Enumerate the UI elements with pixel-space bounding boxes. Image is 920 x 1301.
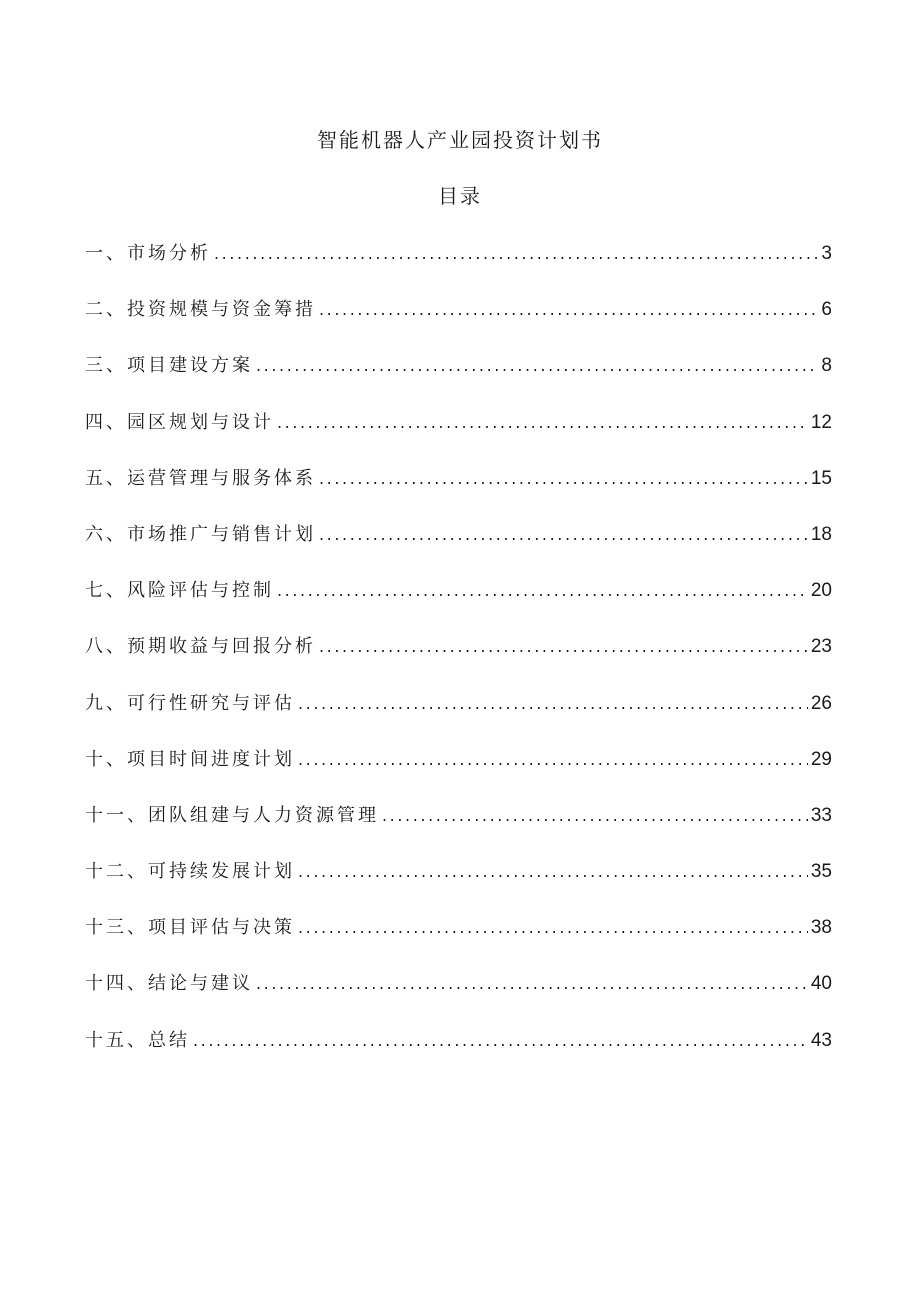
toc-item-page: 12 bbox=[810, 411, 832, 433]
toc-item-page: 8 bbox=[821, 355, 832, 377]
toc-item-label: 十四、结论与建议 bbox=[85, 973, 253, 995]
toc-dot-leader bbox=[193, 1025, 808, 1057]
toc-item[interactable] bbox=[85, 407, 832, 463]
toc-item-page: 15 bbox=[810, 467, 832, 489]
toc-item[interactable] bbox=[85, 575, 832, 631]
toc-item-page: 23 bbox=[810, 636, 832, 658]
toc-item-label: 五、运营管理与服务体系 bbox=[85, 467, 316, 489]
toc-item-label: 七、风险评估与控制 bbox=[85, 580, 274, 602]
toc-item-page: 18 bbox=[810, 523, 832, 545]
toc-dot-leader bbox=[256, 968, 808, 1000]
toc-item[interactable] bbox=[85, 519, 832, 575]
toc-item[interactable] bbox=[85, 463, 832, 519]
toc-item-page: 43 bbox=[810, 1029, 832, 1051]
toc-dot-leader bbox=[319, 519, 808, 551]
toc-dot-leader bbox=[277, 575, 808, 607]
toc-item-label: 十、项目时间进度计划 bbox=[85, 748, 295, 770]
toc-dot-leader bbox=[319, 463, 808, 495]
toc-item[interactable] bbox=[85, 912, 832, 968]
toc-item-label: 十五、总结 bbox=[85, 1029, 190, 1051]
toc-heading: 目录 bbox=[438, 184, 482, 208]
toc-dot-leader bbox=[298, 856, 808, 888]
toc-item-page: 33 bbox=[810, 804, 832, 826]
toc-item[interactable] bbox=[85, 631, 832, 687]
toc-item[interactable] bbox=[85, 238, 832, 294]
toc-dot-leader bbox=[214, 238, 818, 270]
toc-item-page: 40 bbox=[810, 973, 832, 995]
toc-dot-leader bbox=[298, 744, 808, 776]
toc-item-label: 一、市场分析 bbox=[85, 243, 211, 264]
toc-dot-leader bbox=[319, 294, 818, 326]
toc-item-label: 九、可行性研究与评估 bbox=[85, 692, 295, 714]
toc-item[interactable] bbox=[85, 856, 832, 912]
toc-item[interactable] bbox=[85, 350, 832, 406]
toc-item-page: 38 bbox=[810, 917, 832, 939]
toc-dot-leader bbox=[277, 407, 808, 439]
toc-item-page: 26 bbox=[810, 692, 832, 714]
toc-item-page: 35 bbox=[810, 861, 832, 883]
toc-dot-leader bbox=[298, 688, 808, 720]
toc-dot-leader bbox=[256, 350, 818, 382]
toc-item-label: 十一、团队组建与人力资源管理 bbox=[85, 804, 379, 826]
toc-item-page: 6 bbox=[821, 299, 832, 321]
document-title: 智能机器人产业园投资计划书 bbox=[317, 128, 603, 152]
toc-item[interactable] bbox=[85, 294, 832, 350]
toc-dot-leader bbox=[319, 631, 808, 663]
toc-dot-leader bbox=[382, 800, 808, 832]
table-of-contents bbox=[85, 238, 832, 1081]
toc-item-label: 四、园区规划与设计 bbox=[85, 411, 274, 433]
toc-item-page: 20 bbox=[810, 580, 832, 602]
toc-item-page: 29 bbox=[810, 748, 832, 770]
toc-item-label: 三、项目建设方案 bbox=[85, 355, 253, 377]
toc-item-label: 六、市场推广与销售计划 bbox=[85, 523, 316, 545]
toc-item[interactable] bbox=[85, 968, 832, 1024]
toc-item[interactable] bbox=[85, 688, 832, 744]
toc-item-label: 十二、可持续发展计划 bbox=[85, 861, 295, 883]
toc-item[interactable] bbox=[85, 1025, 832, 1081]
toc-dot-leader bbox=[298, 912, 808, 944]
toc-item-label: 八、预期收益与回报分析 bbox=[85, 636, 316, 658]
toc-item[interactable] bbox=[85, 744, 832, 800]
toc-item-label: 二、投资规模与资金筹措 bbox=[85, 299, 316, 321]
toc-item-page: 3 bbox=[821, 243, 832, 264]
toc-item-label: 十三、项目评估与决策 bbox=[85, 917, 295, 939]
toc-item[interactable] bbox=[85, 800, 832, 856]
